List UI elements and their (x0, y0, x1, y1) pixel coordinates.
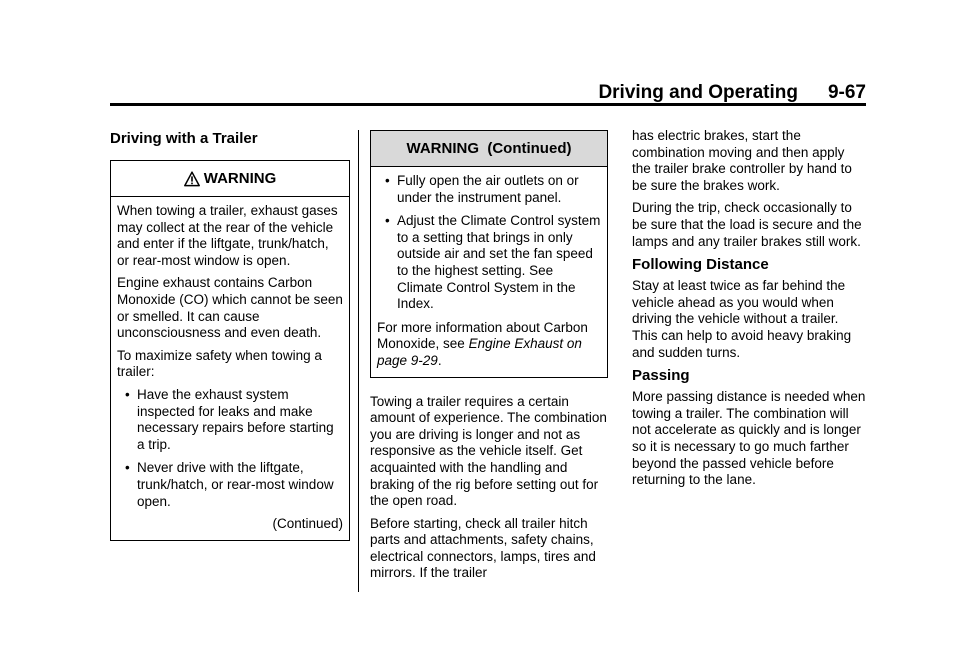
column-2 (370, 130, 608, 588)
list-item: • Adjust the Climate Control system to a setting that brings in only outside air and set the fan speed to the highest setting. See Climate Control System in the Index. (385, 213, 601, 312)
body-paragraph: Stay at least twice as far behind the vehicle ahead as you would when driving the vehicle without a trailer. This can help to avoid heavy braking and sudden turns. (632, 278, 852, 360)
body-paragraph: During the trip, check occasionally to be sure that the load is secure and the lamps and any trailer brakes still work. (632, 200, 862, 249)
list-item: • Have the exhaust system inspected for leaks and make necessary repairs before starting a trip. (125, 386, 334, 452)
subheading-following-distance: Following Distance (632, 256, 769, 274)
body-paragraph: More passing distance is needed when towing a trailer. The combination will not accelerate as quickly and is longer so it is necessary to go much farther beyond the passed vehicle before returning to the lane. (632, 389, 866, 488)
column-3 (632, 128, 866, 495)
list-item: • Never drive with the liftgate, trunk/hatch, or rear-most window open. (125, 460, 334, 509)
warning-body (111, 197, 349, 540)
page-number: 9-67 (827, 82, 866, 103)
bullet: • (385, 213, 390, 229)
warning-box-continued (370, 130, 608, 378)
warning-paragraph: To maximize safety when towing a trailer: (117, 347, 322, 380)
warning-bullet-list (377, 173, 601, 313)
warning-header (111, 161, 349, 197)
list-item: • Fully open the air outlets on or under the instrument panel. (385, 173, 579, 205)
bullet: • (125, 386, 130, 402)
warning-bullet-list (117, 387, 343, 510)
more-info-paragraph: For more information about Carbon Monoxide, see Engine Exhaust on page 9-29. (377, 319, 588, 368)
body-paragraph: Towing a trailer requires a certain amount of experience. The combination you are driving is longer and not as responsive as the vehicle itself. Get acquainted with the handling and braking of the rig before setting out for the open road. (370, 393, 607, 509)
warning-box (110, 160, 350, 541)
section-title: Driving and Operating (598, 82, 798, 103)
subheading-passing: Passing (632, 367, 690, 385)
column-1 (110, 130, 350, 541)
page-header (110, 80, 866, 104)
warning-triangle-icon (184, 171, 200, 187)
header-rule (110, 103, 866, 106)
column-divider (358, 130, 359, 592)
warning-paragraph: Engine exhaust contains Carbon Monoxide (CO) which cannot be seen or smelled. It can cause unconsciousness and even death. (117, 275, 343, 341)
bullet: • (385, 173, 390, 188)
body-paragraph: has electric brakes, start the combination moving and then apply the trailer brake controller by hand to be sure the brakes work. (632, 128, 852, 193)
section-heading: Driving with a Trailer (110, 130, 258, 147)
warning-header (371, 131, 607, 167)
bullet: • (125, 460, 130, 476)
cross-reference: Engine Exhaust on page 9-29 (377, 336, 582, 368)
warning-label: WARNING (203, 170, 277, 187)
continued-label: (Continued) (272, 516, 343, 532)
body-paragraph: Before starting, check all trailer hitch parts and attachments, safety chains, electrical connectors, lamps, tires and mirrors. If the trailer (370, 515, 596, 581)
warning-body (371, 167, 607, 377)
warning-paragraph: When towing a trailer, exhaust gases may collect at the rear of the vehicle and enter if the liftgate, trunk/hatch, or rear-most window is open. (117, 203, 338, 268)
warning-label: WARNING (Continued) (406, 140, 572, 157)
